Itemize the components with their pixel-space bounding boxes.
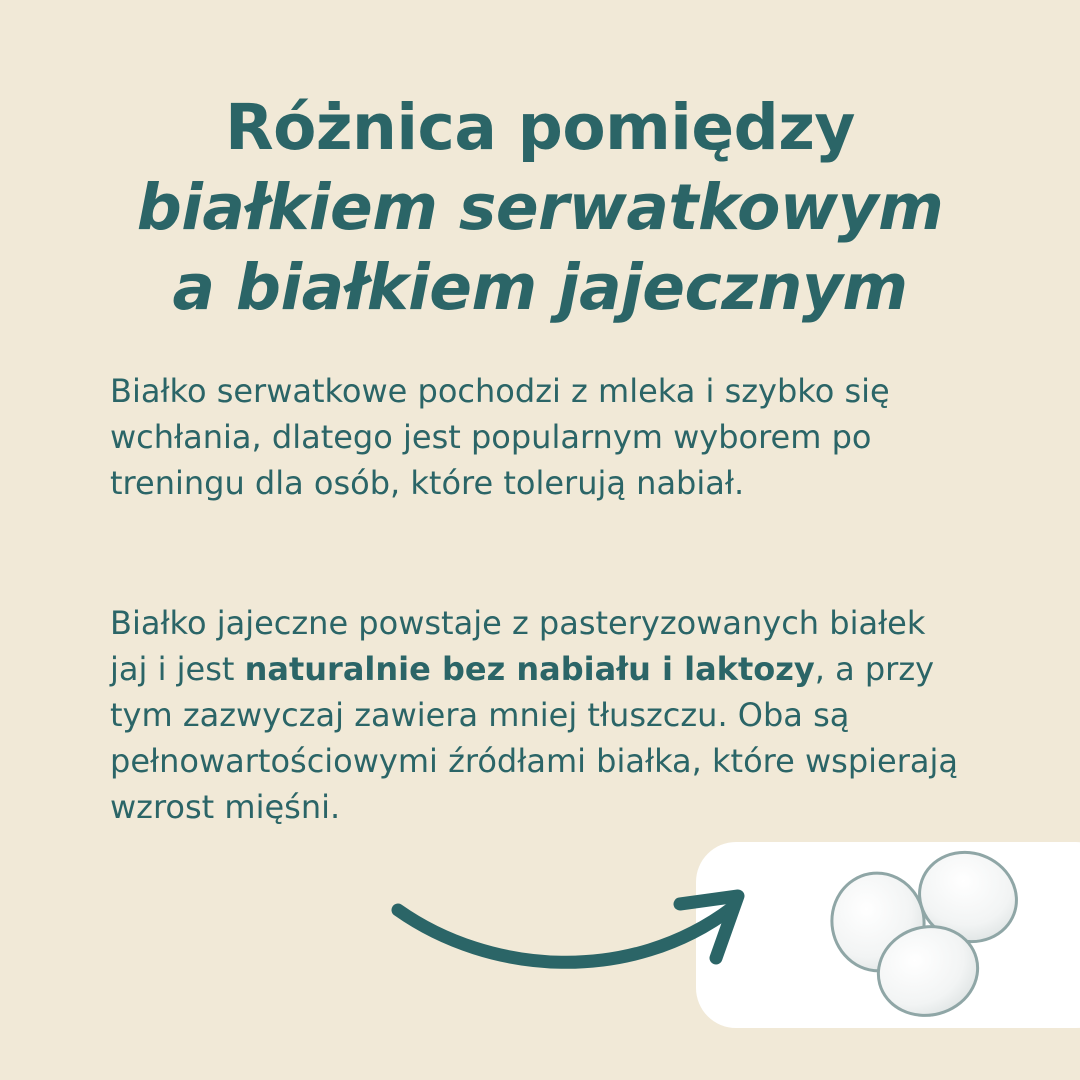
curved-arrow-icon (380, 880, 760, 990)
egg-paragraph-highlight: naturalnie bez nabiału i laktozy (244, 650, 815, 688)
egg-paragraph-rest: , a przy tym zazwyczaj zawiera mniej tłuszczu. Oba są pełnowartościowymi źródłami białka, które wspierają wzrost mięśni. (110, 650, 958, 826)
title-line-3: a białkiem jajecznym (172, 251, 908, 324)
egg-protein-paragraph (110, 600, 960, 830)
title-line-1: Różnica pomiędzy (225, 91, 855, 164)
eggs-icon (820, 845, 1030, 1025)
title-line-2: białkiem serwatkowym (136, 171, 944, 244)
egg-paragraph-intro: Białko jajeczne powstaje z pasteryzowanych białek jaj i jest (110, 604, 926, 688)
whey-protein-paragraph: Białko serwatkowe pochodzi z mleka i szybko się wchłania, dlatego jest popularnym wyborem po treningu dla osób, które tolerują nabiał. (110, 372, 890, 502)
page-title (0, 88, 1080, 328)
